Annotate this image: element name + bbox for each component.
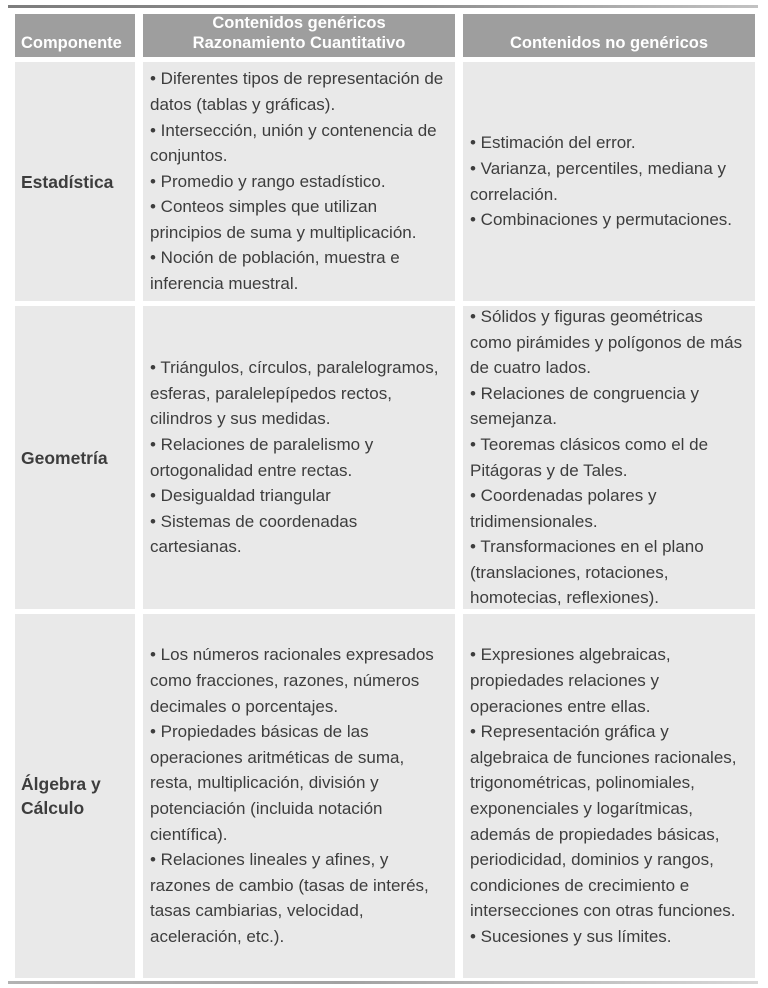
bullet-item: • Transformaciones en el plano (translaciones, rotaciones, homotecias, reflexiones). xyxy=(470,537,704,608)
component-label: Geometría xyxy=(21,447,108,468)
header-label-contenidos-no-genericos: Contenidos no genéricos xyxy=(509,34,709,52)
non-generic-contents-cell-0 xyxy=(463,62,755,301)
component-label: Estadística xyxy=(21,171,114,192)
generic-contents-cell-2 xyxy=(143,614,455,978)
bullet-item: • Combinaciones y permutaciones. xyxy=(470,210,733,230)
component-cell-0 xyxy=(15,62,135,301)
bullet-item: • Triángulos, círculos, paralelogramos, esferas, paralelepípedos rectos, cilindros y sus medidas. xyxy=(150,358,439,429)
bullet-item: • Expresiones algebraicas, propiedades relaciones y operaciones entre ellas. xyxy=(470,645,671,716)
bullet-item: • Conteos simples que utilizan principios de suma y multiplicación. xyxy=(150,197,417,242)
bullet-item: • Intersección, unión y contenencia de conjuntos. xyxy=(150,120,437,166)
bullet-item: • Propiedades básicas de las operaciones aritméticas de suma, resta, multiplicación, división y potenciación (incluida notación científica). xyxy=(150,722,405,844)
bullet-item: • Representación gráfica y algebraica de funciones racionales, trigonométricas, polinomiales, exponenciales y logarítmicas, además de propiedades básicas, periodicidad, dominios y rangos, condiciones de crecimiento e intersecciones con otras funciones. xyxy=(470,722,737,921)
bullet-item: • Sistemas de coordenadas cartesianas. xyxy=(150,511,358,557)
non-generic-contents-cell-2 xyxy=(463,614,755,978)
header-cell-contenidos-no-genericos xyxy=(463,14,755,57)
top-rule xyxy=(8,5,758,8)
bullet-item: • Relaciones de paralelismo y ortogonalidad entre rectas. xyxy=(150,434,374,480)
bullet-item: • Sólidos y figuras geométricas como pirámides y polígonos de más de cuatro lados. xyxy=(470,306,743,378)
bullet-item: • Noción de población, muestra e inferencia muestral. xyxy=(150,248,400,294)
generic-contents-cell-1 xyxy=(143,306,455,609)
header-generic-line1: Contenidos genéricos xyxy=(212,14,386,32)
header-cell-contenidos-genericos xyxy=(143,14,455,57)
bullet-item: • Sucesiones y sus límites. xyxy=(470,926,672,946)
bullet-item: • Relaciones de congruencia y semejanza. xyxy=(470,383,699,429)
bullet-item: • Relaciones lineales y afines, y razones de cambio (tasas de interés, tasas cambiarias, velocidad, aceleración, etc.). xyxy=(150,850,429,946)
bullet-item: • Teoremas clásicos como el de Pitágoras y de Tales. xyxy=(470,434,709,480)
bullet-item: • Diferentes tipos de representación de datos (tablas y gráficas). xyxy=(150,69,444,114)
bullet-item: • Coordenadas polares y tridimensionales. xyxy=(470,486,657,531)
non-generic-contents-cell-1 xyxy=(463,306,755,609)
generic-contents-cell-0 xyxy=(143,62,455,301)
contents-table xyxy=(15,14,755,978)
header-label-componente: Componente xyxy=(21,34,122,52)
header-cell-componente xyxy=(15,14,135,57)
bullet-item: • Estimación del error. xyxy=(470,133,636,153)
component-cell-1 xyxy=(15,306,135,609)
header-generic-line2: Razonamiento Cuantitativo xyxy=(192,34,406,52)
component-cell-2 xyxy=(15,614,135,978)
bullet-item: • Desigualdad triangular xyxy=(150,486,331,506)
header-label-contenidos-genericos xyxy=(193,13,406,53)
bottom-rule xyxy=(8,981,758,984)
component-label: Álgebra y Cálculo xyxy=(21,774,101,818)
bullet-item: • Los números racionales expresados como fracciones, razones, números decimales o porcentajes. xyxy=(150,645,434,716)
bullet-item: • Promedio y rango estadístico. xyxy=(150,171,386,191)
bullet-item: • Varianza, percentiles, mediana y correlación. xyxy=(470,158,727,204)
